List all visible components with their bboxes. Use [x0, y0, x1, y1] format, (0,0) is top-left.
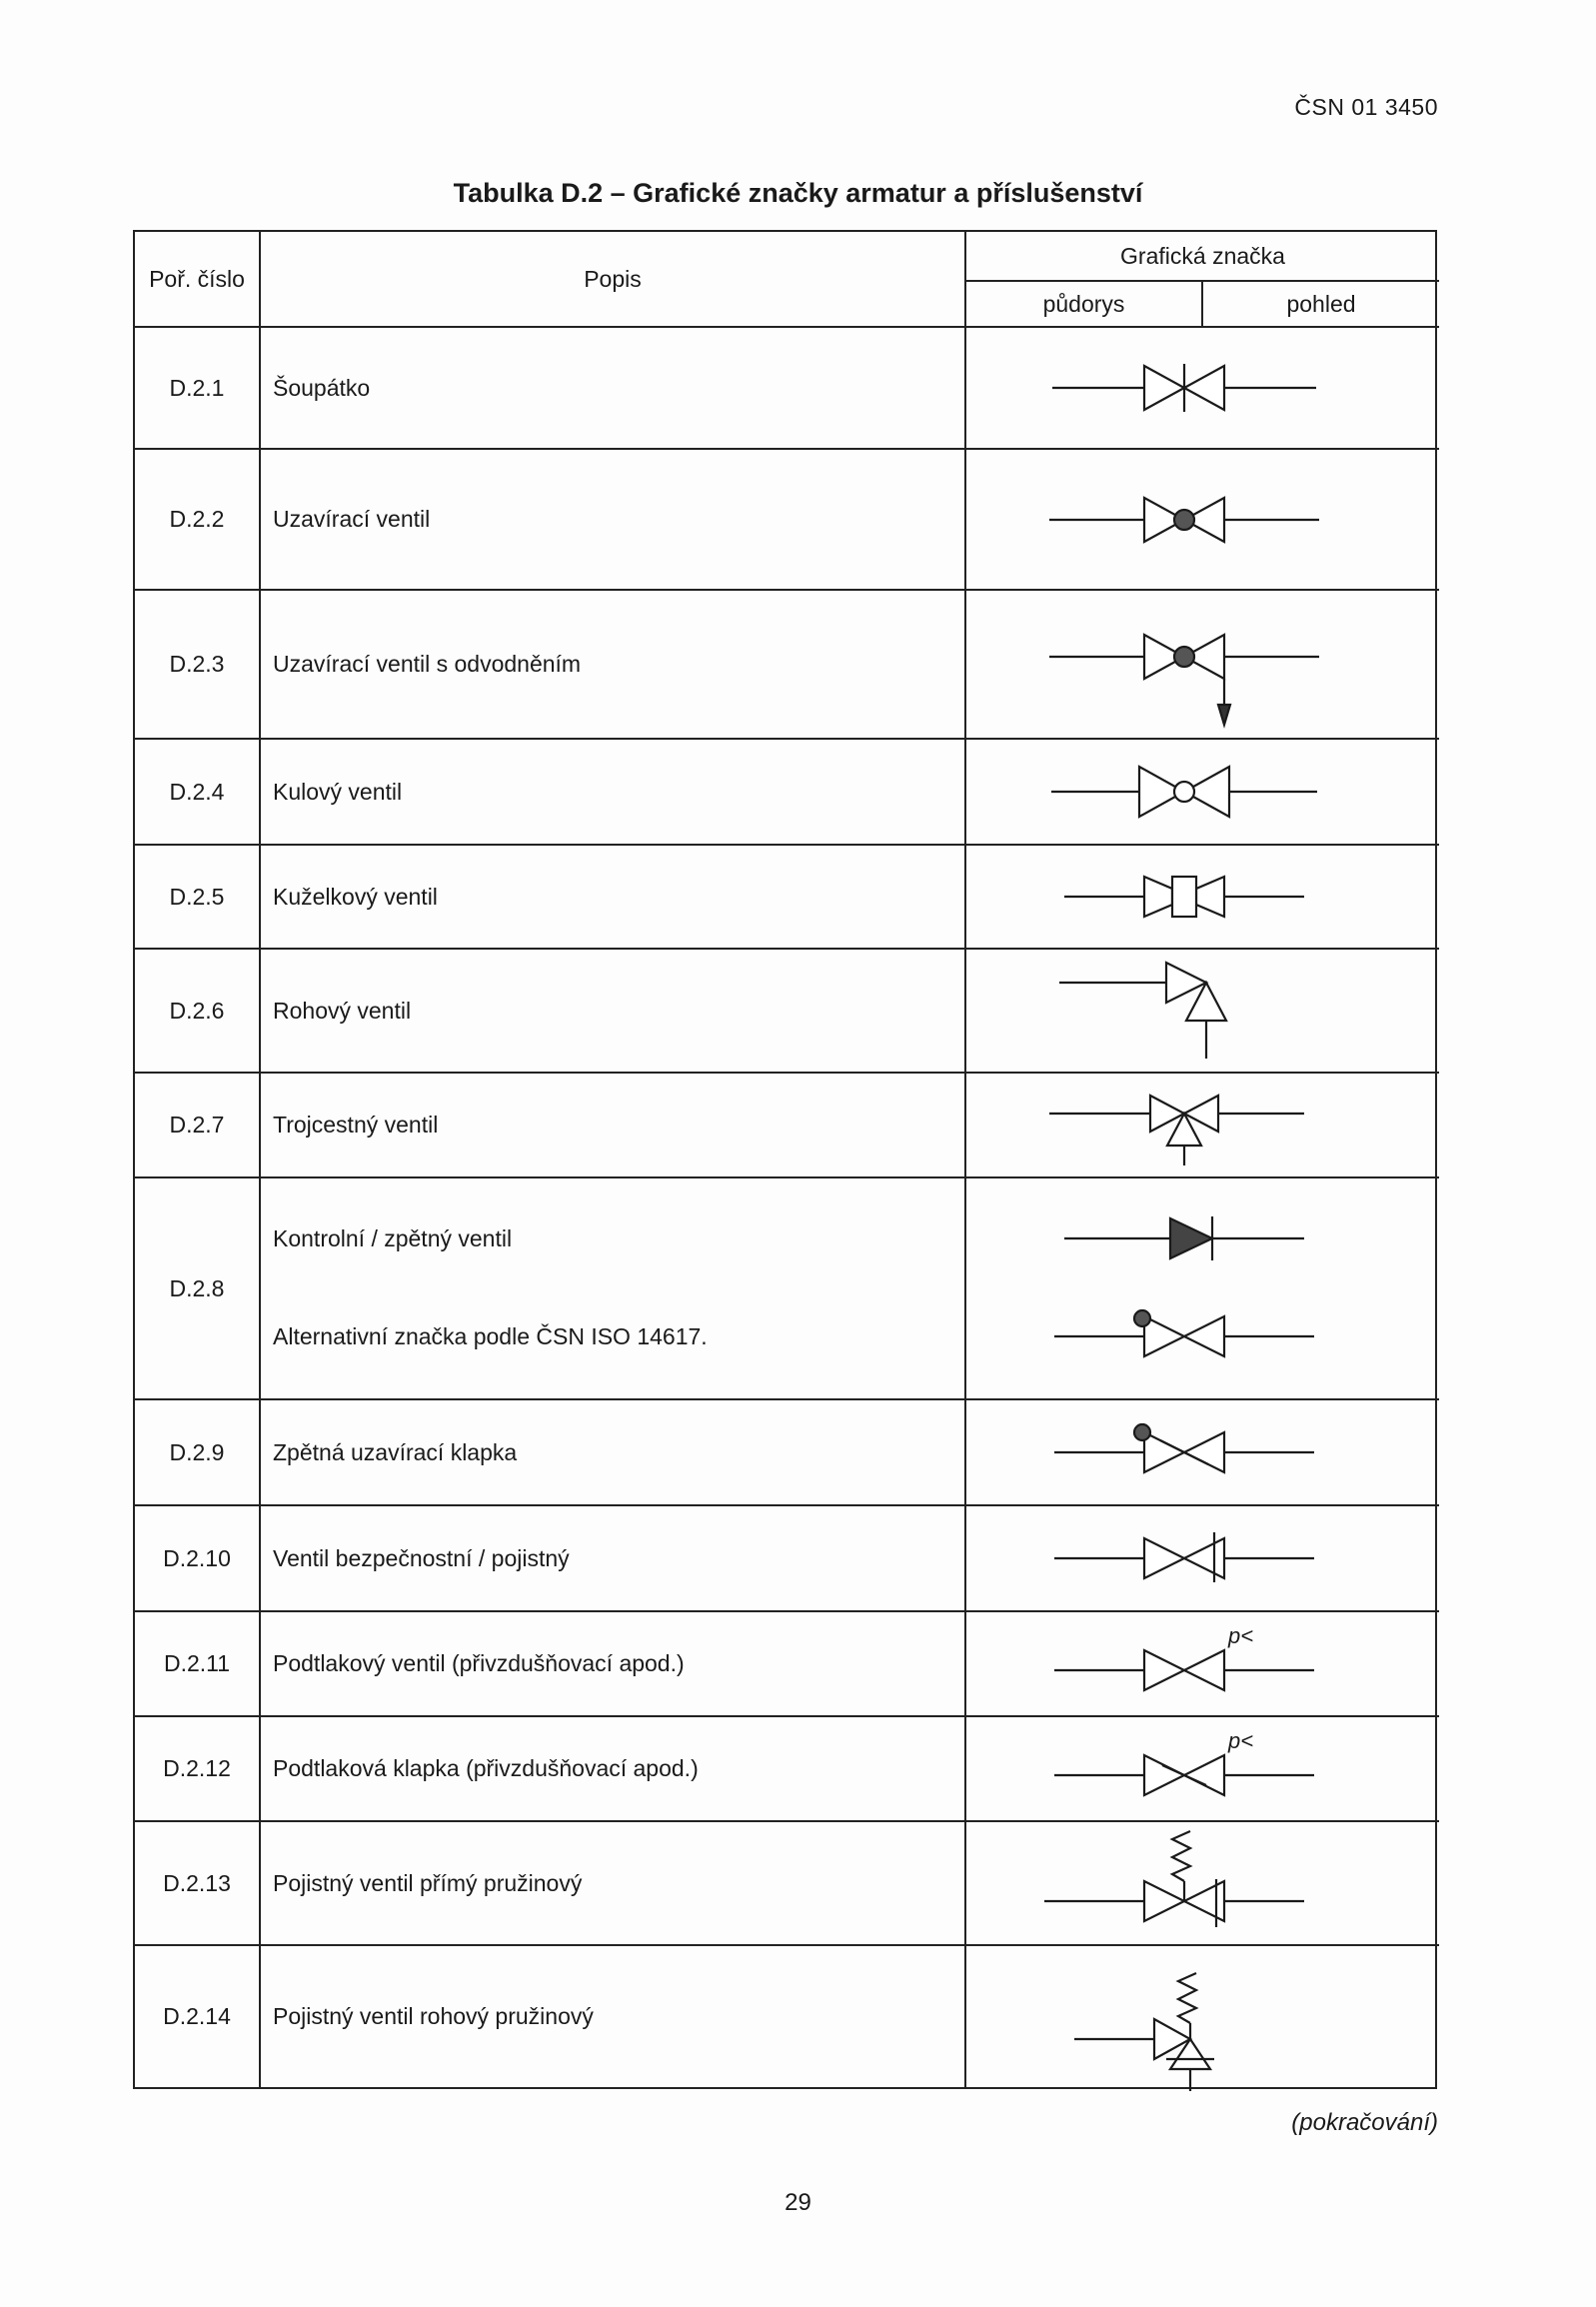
row-number: D.2.8 [169, 1274, 225, 1301]
row-number: D.2.7 [169, 1112, 225, 1138]
col-divider [964, 232, 966, 2087]
row-number: D.2.12 [163, 1755, 231, 1781]
header-number: Poř. číslo [149, 265, 245, 292]
row-description: Kuželkový ventil [273, 883, 438, 910]
row-description-alt: Alternativní značka podle ČSN ISO 14617. [273, 1322, 708, 1349]
row-description: Rohový ventil [273, 997, 412, 1024]
row-number: D.2.4 [169, 778, 225, 805]
row-description: Zpětná uzavírací klapka [273, 1438, 518, 1465]
row-description: Uzavírací ventil [273, 506, 431, 532]
row-number: D.2.11 [163, 1650, 231, 1676]
row-description: Pojistný ventil přímý pružinový [273, 1869, 583, 1896]
three-way-valve-icon [1034, 1046, 1334, 1205]
row-description: Kontrolní / zpětný ventil [273, 1224, 513, 1251]
row-number: D.2.14 [163, 2003, 231, 2029]
standard-id: ČSN 01 3450 [1294, 94, 1438, 120]
row-description: Pojistný ventil rohový pružinový [273, 2003, 594, 2029]
row-number: D.2.6 [169, 997, 225, 1024]
pressure-label: p< [1228, 1622, 1254, 1648]
row-description: Uzavírací ventil s odvodněním [273, 651, 582, 677]
row-description: Trojcestný ventil [273, 1112, 439, 1138]
table-title: Tabulka D.2 – Grafické značky armatur a příslušenství [453, 178, 1143, 208]
header-description: Popis [584, 265, 642, 292]
row-number: D.2.9 [169, 1438, 225, 1465]
row-number: D.2.3 [169, 651, 225, 677]
row-description: Podtlakový ventil (přivzdušňovací apod.) [273, 1650, 685, 1676]
row-description: Šoupátko [273, 374, 371, 401]
symbols-table [133, 230, 1437, 2089]
check-valve-alt-icon [1044, 1296, 1324, 1376]
pressure-label: p< [1228, 1727, 1254, 1753]
row-description: Kulový ventil [273, 778, 403, 805]
header-view: pohled [1286, 290, 1356, 317]
header-symbol-group: Grafická značka [1120, 242, 1285, 269]
row-number: D.2.13 [163, 1869, 231, 1896]
globe-valve-icon [1034, 440, 1334, 600]
spring-safety-valve-angle-icon [1034, 1949, 1334, 2109]
row-description: Podtlaková klapka (přivzdušňovací apod.) [273, 1755, 699, 1781]
row-number: D.2.10 [163, 1544, 231, 1571]
row-number: D.2.5 [169, 883, 225, 910]
col-divider [259, 232, 261, 2087]
row-number: D.2.1 [169, 374, 225, 401]
check-valve-icon [1044, 1198, 1324, 1278]
page-number: 29 [785, 2189, 811, 2216]
continuation-note: (pokračování) [1291, 2109, 1438, 2136]
row-number: D.2.2 [169, 506, 225, 532]
header-plan: půdorys [1042, 290, 1125, 317]
spring-safety-valve-straight-icon [1034, 1807, 1334, 1967]
row-description: Ventil bezpečnostní / pojistný [273, 1544, 570, 1571]
